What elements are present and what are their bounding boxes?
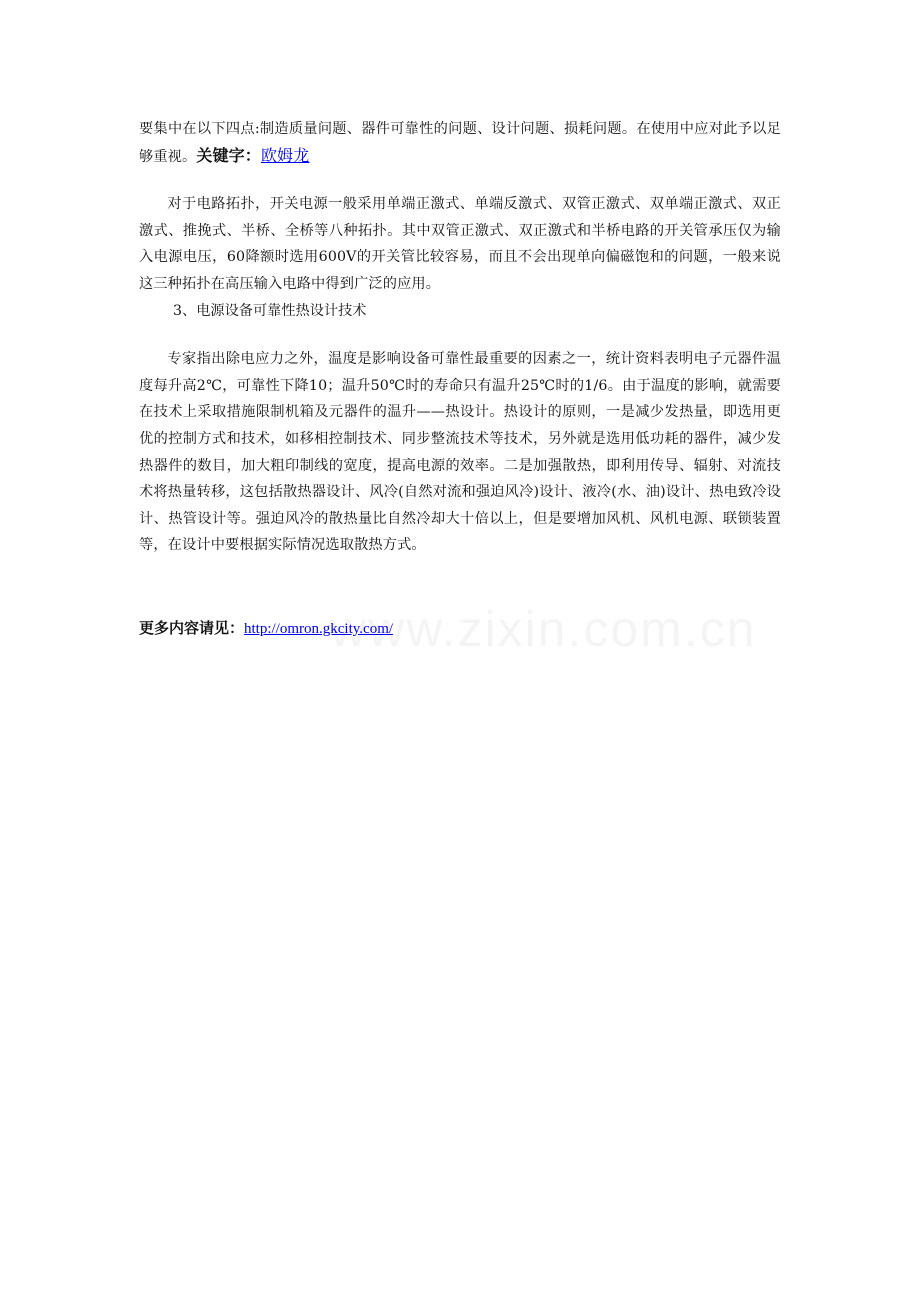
paragraph-1 bbox=[139, 116, 781, 170]
document-body bbox=[139, 116, 781, 642]
footer bbox=[139, 615, 781, 642]
paragraph-1-text: 要集中在以下四点:制造质量问题、器件可靠性的问题、设计问题、损耗问题。在使用中应对此予以足够重视。 bbox=[139, 121, 781, 165]
keyword-label: 关键字： bbox=[196, 145, 261, 165]
footer-label: 更多内容请见： bbox=[139, 618, 245, 637]
paragraph-2: 对于电路拓扑，开关电源一般采用单端正激式、单端反激式、双管正激式、双单端正激式、双正激式、推挽式、半桥、全桥等八种拓扑。其中双管正激式、双正激式和半桥电路的开关管承压仅为输入电源电压，60降额时选用600V的开关管比较容易，而且不会出现单向偏磁饱和的问题，一般来说这三种拓扑在高压输入电路中得到广泛的应用。 bbox=[139, 196, 781, 292]
footer-link[interactable]: http://omron.gkcity.com/ bbox=[244, 620, 394, 637]
section-heading: 3、电源设备可靠性热设计技术 bbox=[173, 302, 367, 319]
paragraph-3: 专家指出除电应力之外，温度是影响设备可靠性最重要的因素之一，统计资料表明电子元器件温度每升高2℃，可靠性下降10；温升50℃时的寿命只有温升25℃时的1/6。由于温度的影响，就需要在技术上采取措施限制机箱及元器件的温升——热设计。热设计的原则，一是减少发热量，即选用更优的控制方式和技术，如移相控制技术、同步整流技术等技术，另外就是选用低功耗的器件，减少发热器件的数目，加大粗印制线的宽度，提高电源的效率。二是加强散热，即利用传导、辐射、对流技术将热量转移，这包括散热器设计、风冷(自然对流和强迫风冷)设计、液冷(水、油)设计、热电致冷设计、热管设计等。强迫风冷的散热量比自然冷却大十倍以上，但是要增加风机、风机电源、联锁装置等，在设计中要根据实际情况选取散热方式。 bbox=[139, 351, 781, 554]
keyword-link[interactable]: 欧姆龙 bbox=[260, 145, 310, 165]
